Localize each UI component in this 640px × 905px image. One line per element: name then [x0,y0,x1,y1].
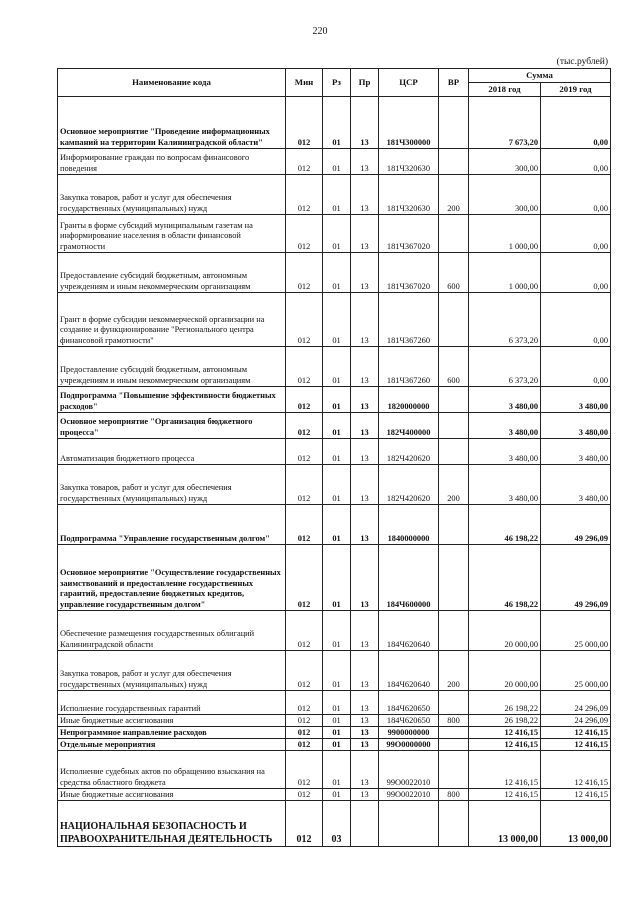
cell-rz: 01 [323,505,351,545]
header-sum: Сумма [469,69,611,83]
cell-pr: 13 [351,387,379,413]
table-row [58,253,611,293]
cell-csr: 1840000000 [379,505,439,545]
cell-2019: 3 480,00 [541,413,611,439]
cell-csr: 181Ч367260 [379,347,439,387]
cell-csr: 181Ч367020 [379,215,439,253]
table-row [58,413,611,439]
cell-csr: 181Ч320630 [379,175,439,215]
cell-vr [439,801,469,847]
cell-2018: 7 673,20 [469,97,541,149]
cell-pr: 13 [351,293,379,347]
cell-rz: 01 [323,253,351,293]
cell-2019: 12 416,15 [541,789,611,801]
cell-2018: 26 198,22 [469,715,541,727]
header-csr: ЦСР [379,69,439,97]
cell-2018: 6 373,20 [469,293,541,347]
cell-vr [439,751,469,789]
cell-2019: 24 296,09 [541,691,611,715]
cell-2018: 46 198,22 [469,505,541,545]
table-row [58,801,611,847]
cell-2018: 3 480,00 [469,465,541,505]
cell-2019: 0,00 [541,149,611,175]
cell-vr [439,739,469,751]
cell-name: НАЦИОНАЛЬНАЯ БЕЗОПАСНОСТЬ И ПРАВООХРАНИТЕЛЬНАЯ ДЕЯТЕЛЬНОСТЬ [58,801,286,847]
cell-rz: 01 [323,293,351,347]
cell-pr: 13 [351,253,379,293]
cell-name: Предоставление субсидий бюджетным, автономным учреждениям и иным некоммерческим организациям [58,347,286,387]
cell-name: Исполнение государственных гарантий [58,691,286,715]
cell-name: Предоставление субсидий бюджетным, автономным учреждениям и иным некоммерческим организациям [58,253,286,293]
cell-min: 012 [286,439,323,465]
cell-2018: 1 000,00 [469,253,541,293]
table-row [58,691,611,715]
cell-min: 012 [286,727,323,739]
cell-csr: 181Ч300000 [379,97,439,149]
cell-min: 012 [286,387,323,413]
header-2018: 2018 год [469,83,541,97]
cell-2018: 20 000,00 [469,651,541,691]
cell-rz: 01 [323,439,351,465]
cell-vr: 600 [439,347,469,387]
cell-2018: 3 480,00 [469,413,541,439]
table-row [58,439,611,465]
table-row [58,347,611,387]
cell-vr: 800 [439,715,469,727]
cell-name: Исполнение судебных актов по обращению взыскания на средства областного бюджета [58,751,286,789]
cell-pr: 13 [351,789,379,801]
cell-min: 012 [286,175,323,215]
table-row [58,789,611,801]
cell-vr: 600 [439,253,469,293]
cell-csr: 99О0022010 [379,789,439,801]
cell-csr: 99О0022010 [379,751,439,789]
cell-min: 012 [286,739,323,751]
cell-rz: 01 [323,149,351,175]
cell-rz: 01 [323,715,351,727]
cell-2018: 13 000,00 [469,801,541,847]
header-pr: Пр [351,69,379,97]
cell-2019: 0,00 [541,293,611,347]
cell-pr: 13 [351,727,379,739]
cell-min: 012 [286,789,323,801]
cell-2018: 12 416,15 [469,739,541,751]
cell-rz: 01 [323,413,351,439]
table-row [58,739,611,751]
cell-rz: 01 [323,465,351,505]
cell-2018: 12 416,15 [469,789,541,801]
cell-min: 012 [286,149,323,175]
table-row [58,97,611,149]
cell-pr: 13 [351,505,379,545]
cell-vr [439,215,469,253]
cell-name: Иные бюджетные ассигнования [58,715,286,727]
cell-2019: 49 296,09 [541,545,611,611]
cell-csr: 182Ч420620 [379,465,439,505]
cell-min: 012 [286,97,323,149]
table-header [58,69,611,97]
cell-pr: 13 [351,413,379,439]
cell-2019: 0,00 [541,253,611,293]
cell-pr: 13 [351,175,379,215]
cell-rz: 01 [323,175,351,215]
cell-vr [439,545,469,611]
cell-vr: 200 [439,175,469,215]
cell-vr [439,149,469,175]
cell-csr: 99О0000000 [379,739,439,751]
cell-2019: 3 480,00 [541,439,611,465]
cell-2018: 20 000,00 [469,611,541,651]
cell-2019: 25 000,00 [541,611,611,651]
cell-2019: 12 416,15 [541,751,611,789]
cell-min: 012 [286,293,323,347]
cell-pr: 13 [351,97,379,149]
cell-min: 012 [286,611,323,651]
cell-name: Гранты в форме субсидий муниципальным газетам на информирование населения в области финансовой грамотности [58,215,286,253]
cell-2018: 12 416,15 [469,727,541,739]
cell-vr [439,505,469,545]
cell-2019: 49 296,09 [541,505,611,545]
cell-vr [439,691,469,715]
table-row [58,751,611,789]
cell-2018: 46 198,22 [469,545,541,611]
cell-pr: 13 [351,715,379,727]
cell-name: Основное мероприятие "Осуществление государственных заимствований и предоставление государственных гарантий, предоставление бюджетных кредитов, управление государственным долгом" [58,545,286,611]
cell-csr: 184Ч620640 [379,611,439,651]
cell-name: Основное мероприятие "Проведение информационных кампаний на территории Калининградской области" [58,97,286,149]
cell-pr: 13 [351,651,379,691]
table-row [58,149,611,175]
cell-csr: 182Ч400000 [379,413,439,439]
cell-rz: 01 [323,789,351,801]
header-name: Наименование кода [58,69,286,97]
cell-rz: 01 [323,387,351,413]
table-body [58,97,611,847]
cell-name: Отдельные мероприятия [58,739,286,751]
cell-csr: 9900000000 [379,727,439,739]
cell-name: Грант в форме субсидии некоммерческой организации на создание и функционирование "Регионального центра финансовой грамотности" [58,293,286,347]
cell-pr: 13 [351,545,379,611]
cell-csr [379,801,439,847]
header-min: Мин [286,69,323,97]
cell-csr: 181Ч367260 [379,293,439,347]
cell-name: Обеспечение размещения государственных облигаций Калининградской области [58,611,286,651]
cell-csr: 184Ч620640 [379,651,439,691]
cell-2019: 0,00 [541,347,611,387]
cell-2019: 24 296,09 [541,715,611,727]
table-row [58,715,611,727]
cell-pr: 13 [351,465,379,505]
table-row [58,651,611,691]
cell-rz: 01 [323,727,351,739]
cell-2018: 1 000,00 [469,215,541,253]
table-row [58,293,611,347]
table-row [58,175,611,215]
cell-pr: 13 [351,751,379,789]
cell-name: Информирование граждан по вопросам финансового поведения [58,149,286,175]
cell-csr: 184Ч600000 [379,545,439,611]
budget-table [57,68,611,847]
cell-rz: 01 [323,739,351,751]
cell-csr: 182Ч420620 [379,439,439,465]
cell-2019: 3 480,00 [541,465,611,505]
cell-name: Непрограммное направление расходов [58,727,286,739]
cell-2018: 300,00 [469,175,541,215]
cell-min: 012 [286,347,323,387]
table-row [58,215,611,253]
cell-vr [439,413,469,439]
cell-2018: 26 198,22 [469,691,541,715]
cell-name: Закупка товаров, работ и услуг для обеспечения государственных (муниципальных) нужд [58,651,286,691]
cell-csr: 184Ч620650 [379,691,439,715]
cell-vr [439,97,469,149]
cell-vr: 200 [439,465,469,505]
cell-pr: 13 [351,739,379,751]
cell-min: 012 [286,651,323,691]
cell-vr [439,293,469,347]
header-rz: Рз [323,69,351,97]
units-label: (тыс.рублей) [556,57,608,67]
cell-2019: 3 480,00 [541,387,611,413]
cell-name: Закупка товаров, работ и услуг для обеспечения государственных (муниципальных) нужд [58,175,286,215]
cell-2018: 3 480,00 [469,439,541,465]
cell-vr [439,727,469,739]
cell-name: Закупка товаров, работ и услуг для обеспечения государственных (муниципальных) нужд [58,465,286,505]
table-row [58,611,611,651]
cell-2019: 0,00 [541,215,611,253]
cell-name: Автоматизация бюджетного процесса [58,439,286,465]
cell-min: 012 [286,801,323,847]
cell-pr: 13 [351,215,379,253]
cell-2018: 6 373,20 [469,347,541,387]
cell-rz: 01 [323,215,351,253]
cell-min: 012 [286,253,323,293]
cell-pr: 13 [351,347,379,387]
cell-pr [351,801,379,847]
table-row [58,387,611,413]
cell-min: 012 [286,465,323,505]
cell-csr: 181Ч367020 [379,253,439,293]
cell-pr: 13 [351,439,379,465]
cell-name: Подпрограмма "Управление государственным долгом" [58,505,286,545]
cell-rz: 01 [323,97,351,149]
cell-vr: 800 [439,789,469,801]
cell-2019: 12 416,15 [541,739,611,751]
cell-pr: 13 [351,149,379,175]
cell-min: 012 [286,715,323,727]
cell-min: 012 [286,505,323,545]
cell-vr [439,611,469,651]
cell-pr: 13 [351,691,379,715]
cell-2019: 12 416,15 [541,727,611,739]
cell-name: Подпрограмма "Повышение эффективности бюджетных расходов" [58,387,286,413]
cell-rz: 01 [323,347,351,387]
table-row [58,465,611,505]
header-vr: ВР [439,69,469,97]
cell-vr [439,439,469,465]
cell-rz: 01 [323,611,351,651]
cell-name: Иные бюджетные ассигнования [58,789,286,801]
cell-min: 012 [286,691,323,715]
cell-csr: 181Ч320630 [379,149,439,175]
cell-2019: 25 000,00 [541,651,611,691]
cell-rz: 01 [323,691,351,715]
cell-min: 012 [286,751,323,789]
cell-min: 012 [286,545,323,611]
cell-2018: 300,00 [469,149,541,175]
cell-name: Основное мероприятие "Организация бюджетного процесса" [58,413,286,439]
table-row [58,505,611,545]
cell-2018: 3 480,00 [469,387,541,413]
cell-min: 012 [286,413,323,439]
cell-vr [439,387,469,413]
cell-pr: 13 [351,611,379,651]
table-row [58,727,611,739]
cell-2019: 0,00 [541,175,611,215]
cell-2019: 0,00 [541,97,611,149]
cell-csr: 184Ч620650 [379,715,439,727]
cell-2018: 12 416,15 [469,751,541,789]
cell-rz: 01 [323,545,351,611]
cell-rz: 01 [323,651,351,691]
cell-rz: 03 [323,801,351,847]
cell-csr: 1820000000 [379,387,439,413]
cell-min: 012 [286,215,323,253]
cell-rz: 01 [323,751,351,789]
table-row [58,545,611,611]
page-number: 220 [312,26,328,37]
cell-2019: 13 000,00 [541,801,611,847]
header-2019: 2019 год [541,83,611,97]
cell-vr: 200 [439,651,469,691]
